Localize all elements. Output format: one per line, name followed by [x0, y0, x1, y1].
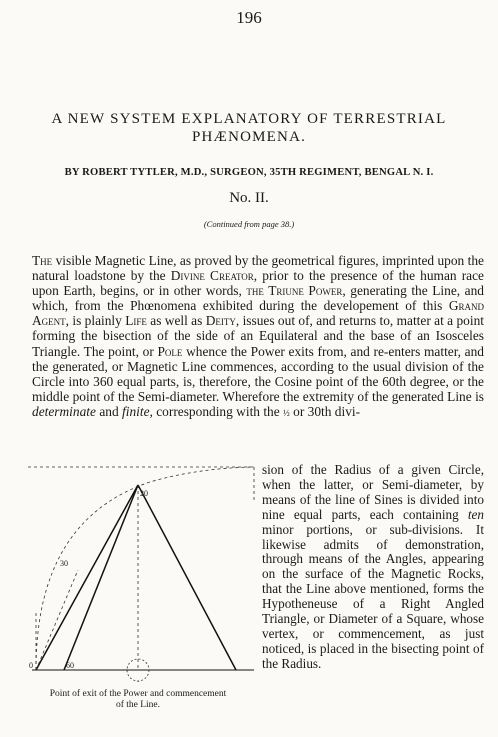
body-text: minor portions, or sub-divisions. It likewise admits of demonstration, through means of the Angles, appearing on the surface of the Magnetic Rocks, that the Line above mentioned, forms the Hypotheneuse of a Right Angled Triangle, or Diameter of a Square, whose vertex, or commencement, as just noticed, is placed in the bisecting point of the Radius.	[262, 521, 484, 671]
fraction-half: ½	[283, 407, 290, 418]
figure-caption	[20, 689, 256, 711]
body-text: corresponding with the	[152, 403, 284, 419]
body-smallcaps: Deity,	[205, 313, 240, 329]
label-bottom: 60	[66, 661, 74, 670]
body-smallcaps: Grand Agent,	[32, 298, 484, 329]
body-text: and	[95, 403, 122, 419]
label-top: 20	[140, 489, 148, 498]
body-text: issues out of, and returns to, matter at a point forming the bisection of the side of an Equilateral and the base of an Isosceles Triangle. The point, or	[32, 313, 485, 359]
body-text: prior to the presence of the human race upon Earth, begins, or in other words,	[32, 268, 484, 299]
body-italic: determinate	[32, 403, 96, 419]
article-title-line-1: A NEW SYSTEM EXPLANATORY OF TERRESTRIAL	[51, 111, 447, 127]
page-number: 196	[236, 8, 262, 27]
body-paragraph	[32, 253, 484, 421]
caption-line-1: Point of exit of the Power and commencement	[49, 689, 227, 699]
article-title	[20, 110, 478, 146]
body-smallcaps: the Triune Power,	[246, 283, 346, 299]
label-origin: 0	[29, 661, 33, 670]
dashed-chord	[36, 570, 78, 670]
body-italic: ten	[467, 506, 484, 522]
article-title-line-2: PHÆNOMENA.	[191, 129, 307, 145]
body-text: visible Magnetic Line, as proved by the geometrical figures, imprinted upon the natural loadstone by the	[32, 253, 484, 284]
label-left: 30	[60, 559, 68, 568]
body-text: or 30th divi-	[289, 403, 361, 419]
part-number: No. II.	[229, 190, 269, 206]
body-text: generating the Line, and which, from the Phœnomena exhibited during the developement of this	[32, 283, 484, 314]
body-smallcaps: Divine Creator,	[170, 268, 258, 284]
geometric-figure	[28, 460, 258, 682]
continued-note: (Continued from page 38.)	[203, 219, 295, 229]
body-text: as well as	[146, 313, 206, 329]
body-smallcaps: Pole	[157, 343, 183, 359]
triangle-inner-side	[64, 485, 138, 670]
caption-line-2: of the Line.	[115, 700, 161, 710]
body-text: is plainly	[69, 313, 126, 329]
drop-word: The	[32, 253, 53, 268]
right-column-text	[262, 463, 484, 672]
body-text: sion of the Radius of a given Circle, when the latter, or Semi-diameter, by means of the line of Sines is divided into nine equal parts, each containing	[262, 462, 484, 522]
triangle-diagram	[28, 460, 258, 682]
triangle-left-side	[36, 485, 138, 670]
body-italic: finite,	[122, 403, 153, 419]
body-text: whence the Power exits from, and re-enters matter, and the generated, or Magnetic Line commences, according to the usual division of the Circle into 360 equal parts, is, therefore, the Cosine point of the 60th degree, or the middle point of the Semi-diameter. Wherefore the extremity of the generated Line is	[32, 343, 485, 404]
triangle-right-side	[138, 485, 236, 670]
body-smallcaps: Life	[125, 313, 147, 329]
author-byline: BY ROBERT TYTLER, M.D., SURGEON, 35TH REGIMENT, BENGAL N. I.	[64, 167, 434, 178]
